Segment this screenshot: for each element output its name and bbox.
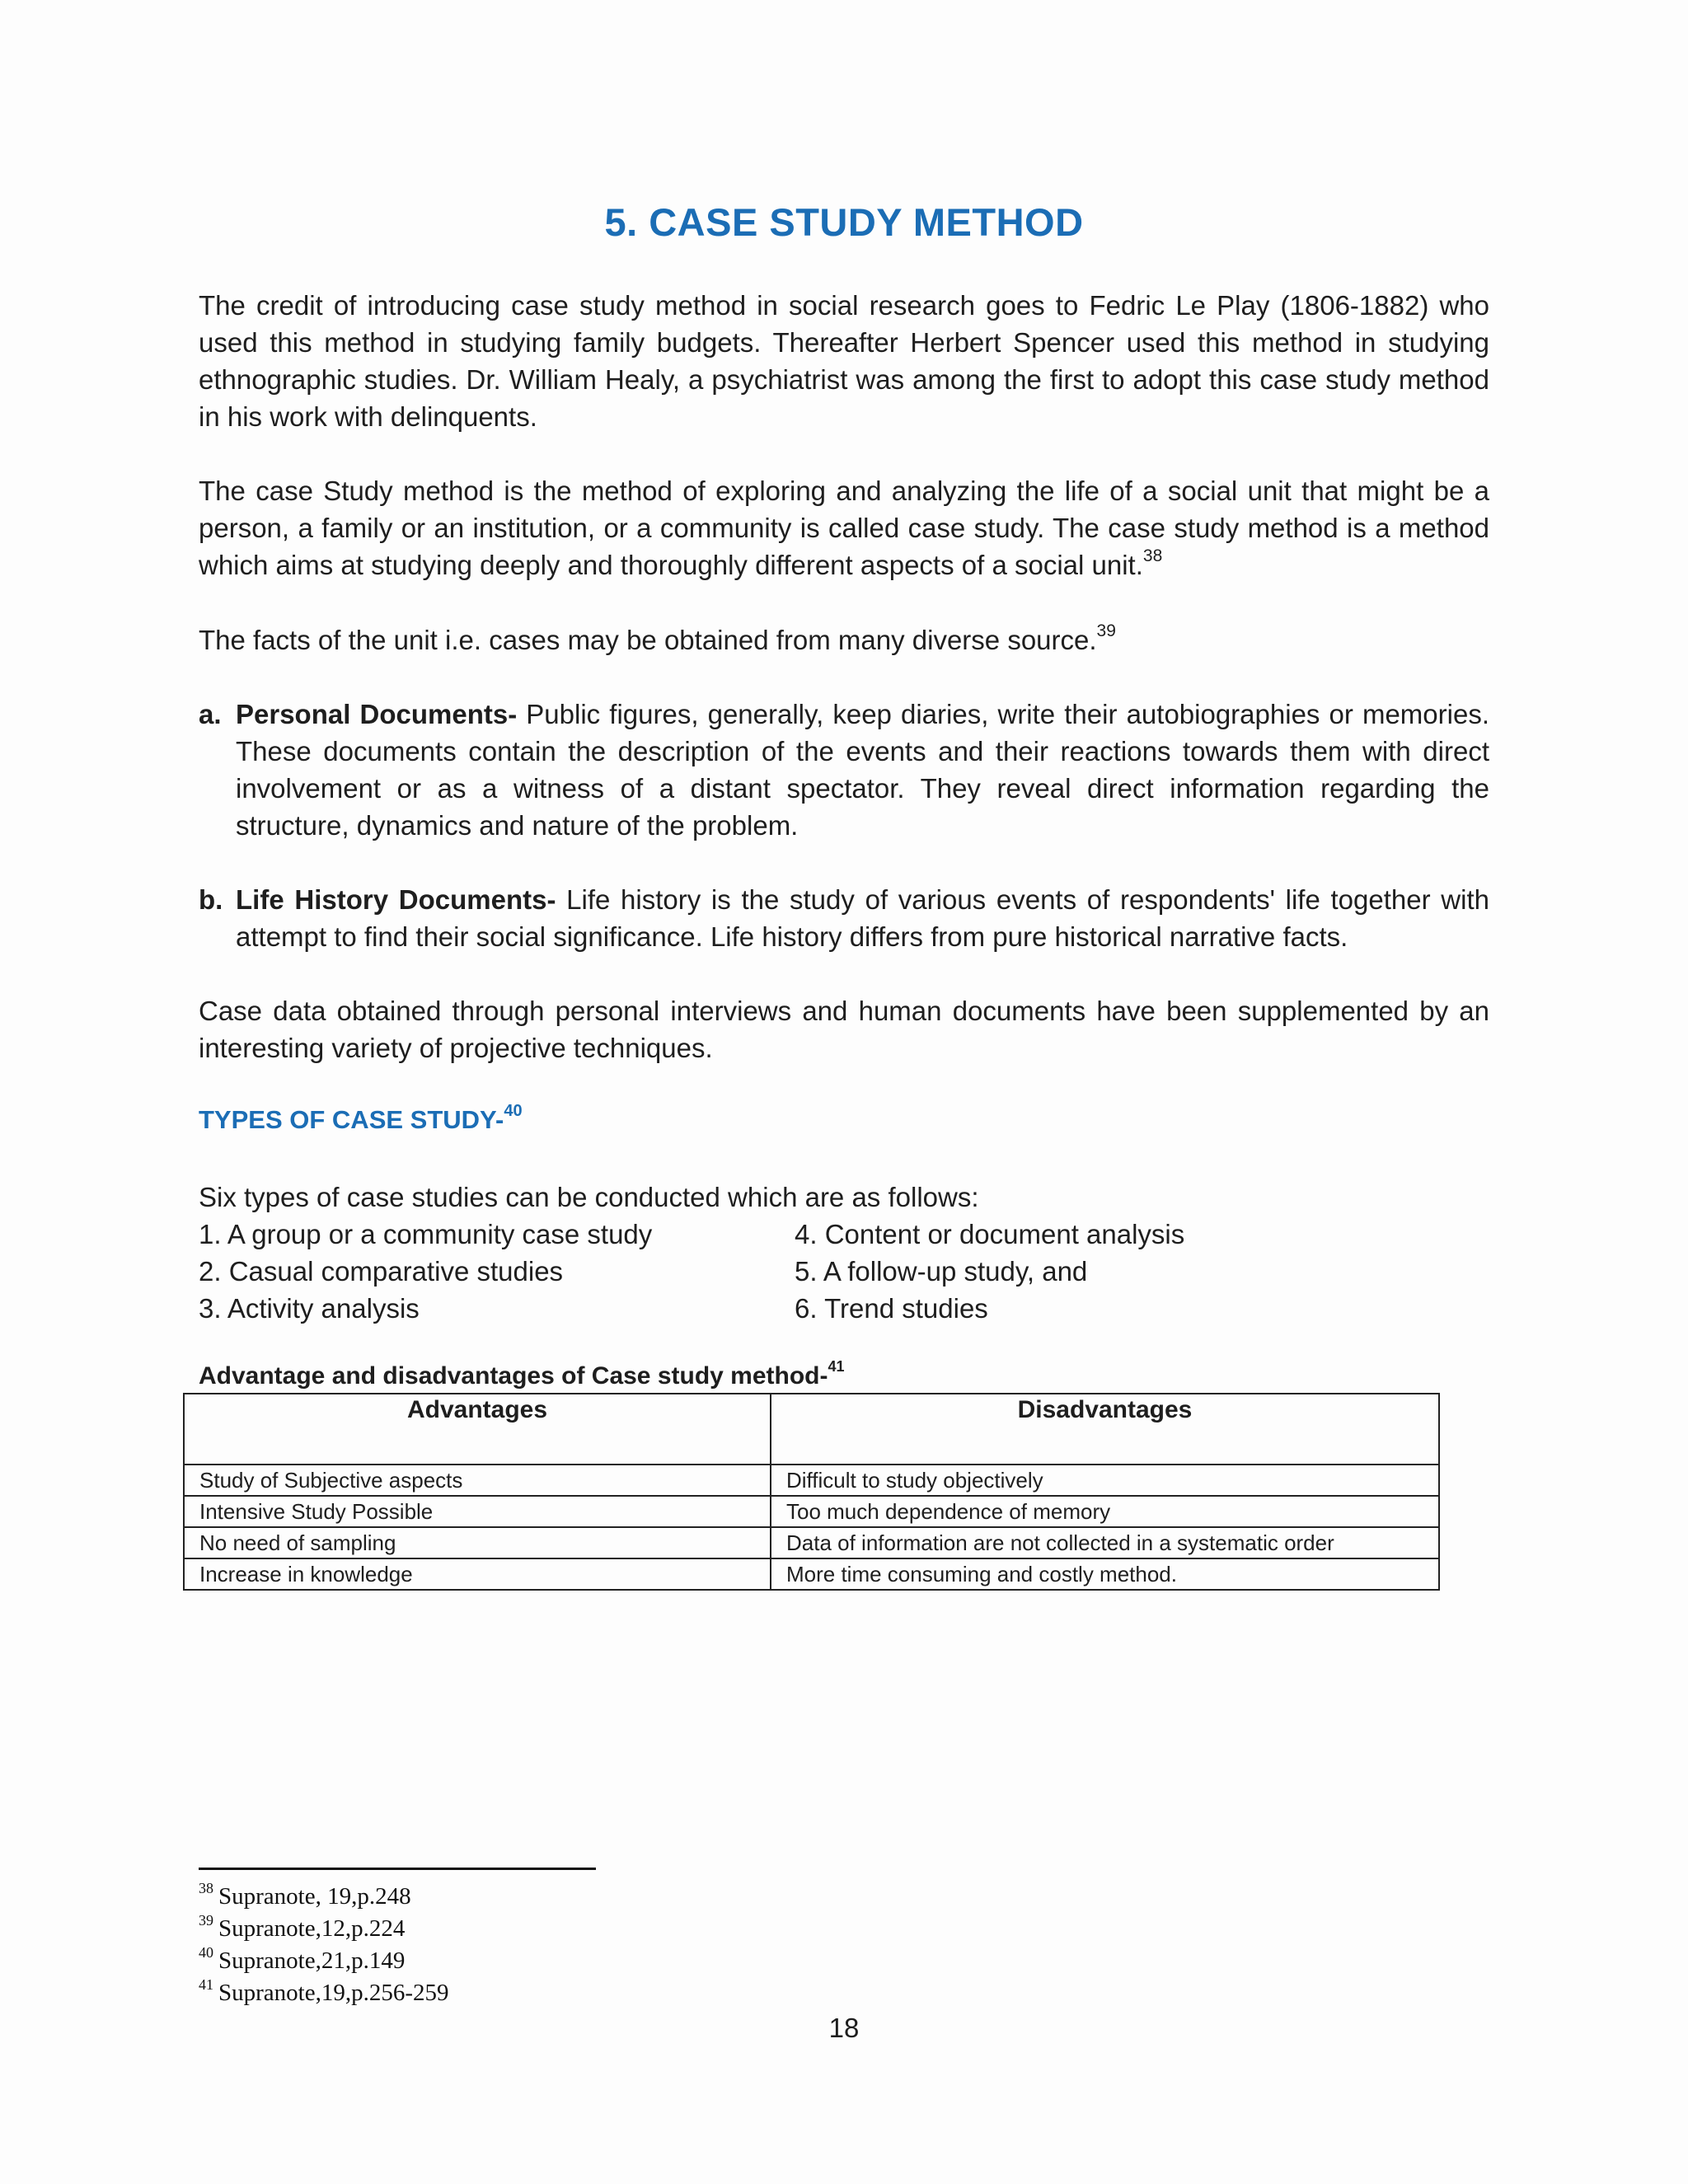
table-cell: More time consuming and costly method.: [771, 1558, 1439, 1590]
footnote-ref-38[interactable]: 38: [1142, 546, 1163, 565]
list-item-personal-documents: [199, 696, 1489, 844]
types-list: [199, 1216, 1353, 1327]
table-cell: Too much dependence of memory: [771, 1496, 1439, 1527]
table-row: [184, 1465, 1439, 1496]
footnote-number: 40: [199, 1944, 213, 1961]
page-title: 5. CASE STUDY METHOD: [604, 200, 1084, 244]
list-item-lead: Life History Documents-: [236, 884, 556, 915]
table-cell: Data of information are not collected in a systematic order: [771, 1527, 1439, 1558]
type-item: 2. Casual comparative studies: [199, 1256, 564, 1286]
table-cell: No need of sampling: [184, 1527, 771, 1558]
table-caption: [199, 1360, 845, 1393]
type-item: 4. Content or document analysis: [795, 1219, 1185, 1249]
footnote-text: Supranote, 19,p.248: [218, 1883, 411, 1910]
types-section-heading: [199, 1101, 523, 1138]
footnote-ref-39[interactable]: 39: [1096, 621, 1116, 640]
table-header-disadvantages: Disadvantages: [771, 1394, 1439, 1465]
footnote: [199, 1977, 449, 2009]
definition-paragraph-text: The case Study method is the method of exploring and analyzing the life of a social unit that might be a person, a family or an institution, or a community is called case study. The case study method is a method which aims at studying deeply and thoroughly different aspects of a social unit.: [199, 476, 1489, 580]
list-item-life-history: [199, 881, 1489, 955]
sources-intro-text: The facts of the unit i.e. cases may be obtained from many diverse source.: [199, 625, 1097, 655]
list-item-text: Life history is the study of various events of respondents' life together with attempt to find their social significance. Life history differs from pure historical narrative facts.: [236, 884, 1489, 952]
footnote-number: 38: [199, 1880, 213, 1897]
footnote: [199, 1945, 449, 1977]
definition-paragraph: [199, 472, 1489, 583]
footnotes: [199, 1881, 449, 2009]
type-item: 6. Trend studies: [795, 1293, 988, 1324]
footnote-ref-41[interactable]: 41: [828, 1358, 845, 1375]
advantages-table: [183, 1393, 1440, 1591]
intro-paragraph-text: The credit of introducing case study method in social research goes to Fedric Le Play (1806-1882) who used this method in studying family budgets. Thereafter Herbert Spencer used this method in studying ethnographic studies. Dr. William Healy, a psychiatrist was among the first to adopt this case study method in his work with delinquents.: [199, 290, 1489, 432]
footnote-text: Supranote,21,p.149: [218, 1947, 406, 1974]
footnote: [199, 1881, 449, 1913]
types-row: [199, 1253, 1353, 1290]
case-data-paragraph: [199, 992, 1489, 1066]
table-cell: Increase in knowledge: [184, 1558, 771, 1590]
type-item: 3. Activity analysis: [199, 1293, 420, 1324]
footnote-ref-40[interactable]: 40: [504, 1101, 523, 1120]
type-item: 1. A group or a community case study: [199, 1219, 653, 1249]
list-marker: a.: [199, 699, 222, 729]
table-cell: Intensive Study Possible: [184, 1496, 771, 1527]
types-row: [199, 1290, 1353, 1327]
table-header-row: [184, 1394, 1439, 1465]
table-cell: Difficult to study objectively: [771, 1465, 1439, 1496]
intro-paragraph: [199, 287, 1489, 435]
list-item-lead: Personal Documents-: [236, 699, 518, 729]
case-data-text: Case data obtained through personal interviews and human documents have been supplemented by an interesting variety of projective techniques.: [199, 996, 1489, 1063]
footnote-number: 41: [199, 1976, 213, 1994]
list-item-text: Public figures, generally, keep diaries, write their autobiographies or memories. These documents contain the description of the events and their reactions towards them with direct involvement or as a witness of a distant spectator. They reveal direct information regarding the structure, dynamics and nature of the problem.: [236, 699, 1489, 841]
footnote-text: Supranote,19,p.256-259: [218, 1980, 449, 2006]
sources-intro-paragraph: [199, 621, 1489, 658]
types-row: [199, 1216, 1353, 1253]
footnote-number: 39: [199, 1912, 213, 1929]
footnote: [199, 1913, 449, 1945]
page-number: 18: [828, 2013, 860, 2043]
table-row: [184, 1558, 1439, 1590]
table-cell: Study of Subjective aspects: [184, 1465, 771, 1496]
types-intro: Six types of case studies can be conducted which are as follows:: [199, 1182, 979, 1212]
list-marker: b.: [199, 884, 223, 915]
table-caption-text: Advantage and disadvantages of Case study method-: [199, 1362, 828, 1390]
footnote-separator: [199, 1868, 596, 1870]
type-item: 5. A follow-up study, and: [795, 1256, 1088, 1286]
footnote-text: Supranote,12,p.224: [218, 1915, 406, 1942]
table-header-advantages: Advantages: [184, 1394, 771, 1465]
table-row: [184, 1527, 1439, 1558]
types-heading-text: TYPES OF CASE STUDY-: [199, 1105, 504, 1134]
table-row: [184, 1496, 1439, 1527]
